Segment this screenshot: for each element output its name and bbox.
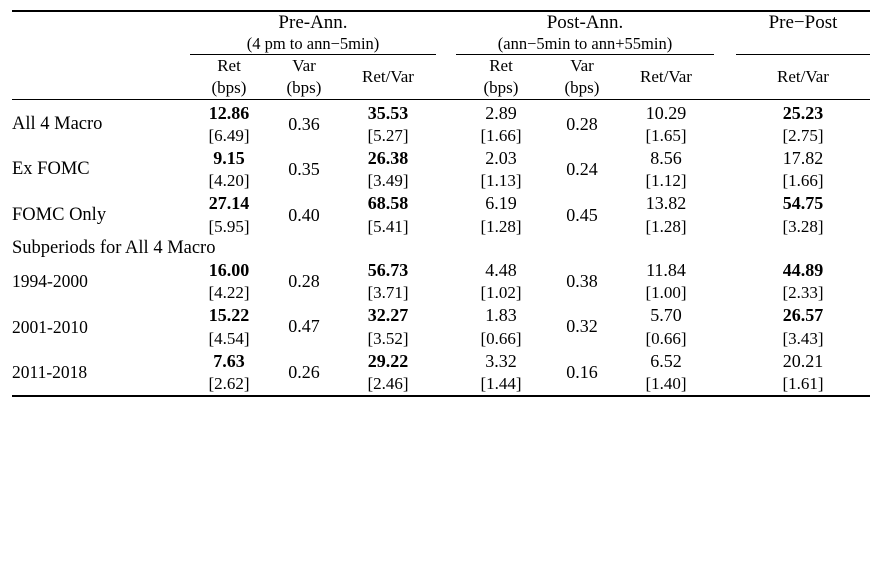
spacer xyxy=(714,147,736,192)
estimate: 32.27 xyxy=(367,305,409,326)
estimate: 11.84 xyxy=(646,259,686,280)
estimate: 0.32 xyxy=(566,316,598,337)
col-header-post-retvar xyxy=(618,55,714,99)
col-header-post-ret-unit: (bps) xyxy=(483,77,519,97)
cell-s0-c0 xyxy=(190,259,268,304)
cell-s1-c1 xyxy=(268,304,340,349)
estimate: 0.26 xyxy=(288,361,320,382)
cell-s1-c6 xyxy=(736,304,870,349)
spacer-2 xyxy=(714,11,736,34)
cell-r2-c0 xyxy=(190,192,268,237)
estimate: 0.47 xyxy=(288,316,320,337)
col-header-post-var-name: Var xyxy=(570,56,594,75)
table-row xyxy=(12,192,870,237)
spacer xyxy=(436,350,456,396)
estimate: 17.82 xyxy=(782,147,824,168)
cell-r0-c2 xyxy=(340,102,436,147)
cell-s0-c3 xyxy=(456,259,546,304)
estimate: 0.35 xyxy=(288,159,320,180)
cell-s0-c5 xyxy=(618,259,714,304)
spacer-4 xyxy=(714,34,736,55)
std-error: [5.27] xyxy=(367,125,409,145)
cell-r2-c6 xyxy=(736,192,870,237)
table-figure xyxy=(0,10,882,564)
cell-s1-c0 xyxy=(190,304,268,349)
std-error: [1.00] xyxy=(645,283,687,303)
corner-cell xyxy=(12,11,190,34)
std-error: [4.20] xyxy=(208,171,250,191)
std-error: [6.49] xyxy=(208,125,250,145)
estimate: 15.22 xyxy=(208,305,250,326)
std-error: [3.28] xyxy=(782,216,824,236)
estimate: 0.38 xyxy=(566,271,598,291)
estimate: 26.38 xyxy=(367,147,409,168)
col-header-post-var xyxy=(546,55,618,99)
cell-r0-c4 xyxy=(546,102,618,147)
estimate: 8.56 xyxy=(650,147,682,168)
estimate: 2.89 xyxy=(485,102,517,123)
cell-r1-c0 xyxy=(190,147,268,192)
col-header-prepost-retvar xyxy=(736,55,870,99)
col-header-post-ret xyxy=(456,55,546,99)
cell-r0-c0 xyxy=(190,102,268,147)
cell-s0-c2 xyxy=(340,259,436,304)
col-header-pre-ret xyxy=(190,55,268,99)
cell-s0-c6 xyxy=(736,259,870,304)
estimate: 68.58 xyxy=(367,193,409,214)
estimate: 0.16 xyxy=(566,361,598,382)
cell-s2-c6 xyxy=(736,350,870,396)
std-error: [5.95] xyxy=(208,216,250,236)
estimate: 56.73 xyxy=(367,259,409,280)
std-error: [2.62] xyxy=(208,374,250,394)
cell-s1-c5 xyxy=(618,304,714,349)
table-row xyxy=(12,102,870,147)
cell-r1-c1 xyxy=(268,147,340,192)
cell-r0-c6 xyxy=(736,102,870,147)
estimate: 7.63 xyxy=(213,350,245,371)
col-header-post-var-unit: (bps) xyxy=(564,77,600,97)
cell-r0-c1 xyxy=(268,102,340,147)
spacer xyxy=(436,304,456,349)
estimate: 3.32 xyxy=(485,350,517,371)
std-error: [4.22] xyxy=(208,283,250,303)
table-bottom-rule xyxy=(12,396,870,399)
estimate: 0.28 xyxy=(566,113,598,134)
estimate: 27.14 xyxy=(208,193,250,214)
spacer xyxy=(436,102,456,147)
std-error: [0.66] xyxy=(645,328,687,348)
std-error: [1.65] xyxy=(645,125,687,145)
cell-s2-c5 xyxy=(618,350,714,396)
std-error: [1.02] xyxy=(480,283,522,303)
cell-r0-c3 xyxy=(456,102,546,147)
std-error: [3.52] xyxy=(367,328,409,348)
table-row xyxy=(12,304,870,349)
std-error: [1.40] xyxy=(645,374,687,394)
results-table xyxy=(12,10,870,399)
spacer-6 xyxy=(714,55,736,99)
spacer-1 xyxy=(436,11,456,34)
bottom-rule-cell xyxy=(12,396,870,399)
cell-s1-c2 xyxy=(340,304,436,349)
row-label-ex-fomc: Ex FOMC xyxy=(12,159,90,180)
col-header-prepost-retvar-name: Ret/Var xyxy=(777,66,829,86)
estimate: 0.36 xyxy=(288,113,320,134)
cell-r1-c3 xyxy=(456,147,546,192)
estimate: 29.22 xyxy=(367,350,409,371)
estimate: 44.89 xyxy=(782,259,824,280)
cell-s0-c1 xyxy=(268,259,340,304)
std-error: [1.66] xyxy=(480,125,522,145)
estimate: 6.52 xyxy=(650,350,682,371)
group-header-post-ann: Post-Ann. xyxy=(456,11,714,34)
std-error: [2.33] xyxy=(782,283,824,303)
cell-r0-c5 xyxy=(618,102,714,147)
spacer xyxy=(714,259,736,304)
col-header-pre-var-name: Var xyxy=(292,56,316,75)
section-label-subperiods: Subperiods for All 4 Macro xyxy=(12,237,216,258)
cell-r2-c5 xyxy=(618,192,714,237)
row-label-all-4-macro: All 4 Macro xyxy=(12,113,103,134)
estimate: 0.28 xyxy=(288,271,320,291)
std-error: [1.12] xyxy=(645,171,687,191)
std-error: [1.28] xyxy=(645,216,687,236)
estimate: 9.15 xyxy=(213,147,245,168)
spacer-3 xyxy=(436,34,456,55)
estimate: 12.86 xyxy=(208,102,250,123)
estimate: 2.03 xyxy=(485,147,517,168)
estimate: 54.75 xyxy=(782,193,824,214)
std-error: [1.28] xyxy=(480,216,522,236)
table-row xyxy=(12,147,870,192)
cell-s2-c0 xyxy=(190,350,268,396)
spacer xyxy=(436,259,456,304)
estimate: 16.00 xyxy=(208,259,250,280)
std-error: [0.66] xyxy=(480,328,522,348)
cell-s2-c1 xyxy=(268,350,340,396)
estimate: 26.57 xyxy=(782,305,824,326)
estimate: 20.21 xyxy=(782,350,824,371)
corner-cell-2 xyxy=(12,34,190,55)
spacer xyxy=(714,102,736,147)
cell-r1-c6 xyxy=(736,147,870,192)
std-error: [1.13] xyxy=(480,171,522,191)
corner-cell-3 xyxy=(12,55,190,99)
row-label-2001-2010: 2001-2010 xyxy=(12,316,88,337)
group-subtitle-pre-ann: (4 pm to ann−5min) xyxy=(246,34,380,53)
table-row xyxy=(12,350,870,396)
row-label-2011-2018: 2011-2018 xyxy=(12,362,88,383)
spacer xyxy=(714,350,736,396)
col-header-pre-var xyxy=(268,55,340,99)
col-header-pre-var-unit: (bps) xyxy=(286,77,322,97)
table-header-columns xyxy=(12,55,870,99)
col-header-pre-retvar xyxy=(340,55,436,99)
std-error: [1.66] xyxy=(782,171,824,191)
estimate: 35.53 xyxy=(367,102,409,123)
group-subtitle-post-ann: (ann−5min to ann+55min) xyxy=(497,34,673,53)
std-error: [1.44] xyxy=(480,374,522,394)
estimate: 10.29 xyxy=(645,102,687,123)
group-header-pre-post: Pre−Post xyxy=(736,11,870,34)
estimate: 0.24 xyxy=(566,159,598,180)
cell-s2-c4 xyxy=(546,350,618,396)
std-error: [3.49] xyxy=(367,171,409,191)
cell-r1-c5 xyxy=(618,147,714,192)
group-header-pre-ann: Pre-Ann. xyxy=(190,11,436,34)
section-header-row xyxy=(12,238,870,259)
estimate: 13.82 xyxy=(645,193,687,214)
row-label-fomc-only: FOMC Only xyxy=(12,204,107,225)
col-header-post-ret-name: Ret xyxy=(489,56,513,75)
std-error: [2.75] xyxy=(782,125,824,145)
row-label-1994-2000: 1994-2000 xyxy=(12,271,88,292)
cell-r2-c1 xyxy=(268,192,340,237)
cell-r2-c4 xyxy=(546,192,618,237)
estimate: 6.19 xyxy=(485,193,517,214)
cell-r2-c3 xyxy=(456,192,546,237)
std-error: [5.41] xyxy=(367,216,409,236)
cell-r2-c2 xyxy=(340,192,436,237)
std-error: [4.54] xyxy=(208,328,250,348)
cell-s1-c4 xyxy=(546,304,618,349)
estimate: 1.83 xyxy=(485,305,517,326)
cell-s2-c2 xyxy=(340,350,436,396)
cell-s1-c3 xyxy=(456,304,546,349)
cell-r1-c4 xyxy=(546,147,618,192)
cell-s0-c4 xyxy=(546,259,618,304)
estimate: 5.70 xyxy=(650,305,682,326)
spacer xyxy=(714,192,736,237)
col-header-pre-ret-name: Ret xyxy=(217,56,241,75)
std-error: [2.46] xyxy=(367,374,409,394)
table-header-groups xyxy=(12,11,870,34)
spacer xyxy=(436,147,456,192)
col-header-pre-retvar-name: Ret/Var xyxy=(362,66,414,86)
estimate: 25.23 xyxy=(782,102,824,123)
std-error: [3.71] xyxy=(367,283,409,303)
spacer xyxy=(714,304,736,349)
group-subtitle-pre-post xyxy=(736,34,870,55)
cell-s2-c3 xyxy=(456,350,546,396)
estimate: 0.45 xyxy=(566,204,598,225)
spacer xyxy=(436,192,456,237)
estimate: 0.40 xyxy=(288,204,320,225)
std-error: [1.61] xyxy=(782,374,824,394)
col-header-pre-ret-unit: (bps) xyxy=(211,77,247,97)
col-header-post-retvar-name: Ret/Var xyxy=(640,66,692,86)
cell-r1-c2 xyxy=(340,147,436,192)
table-header-group-subtitles xyxy=(12,34,870,55)
spacer-5 xyxy=(436,55,456,99)
std-error: [3.43] xyxy=(782,328,824,348)
table-row xyxy=(12,259,870,304)
estimate: 4.48 xyxy=(485,259,517,280)
